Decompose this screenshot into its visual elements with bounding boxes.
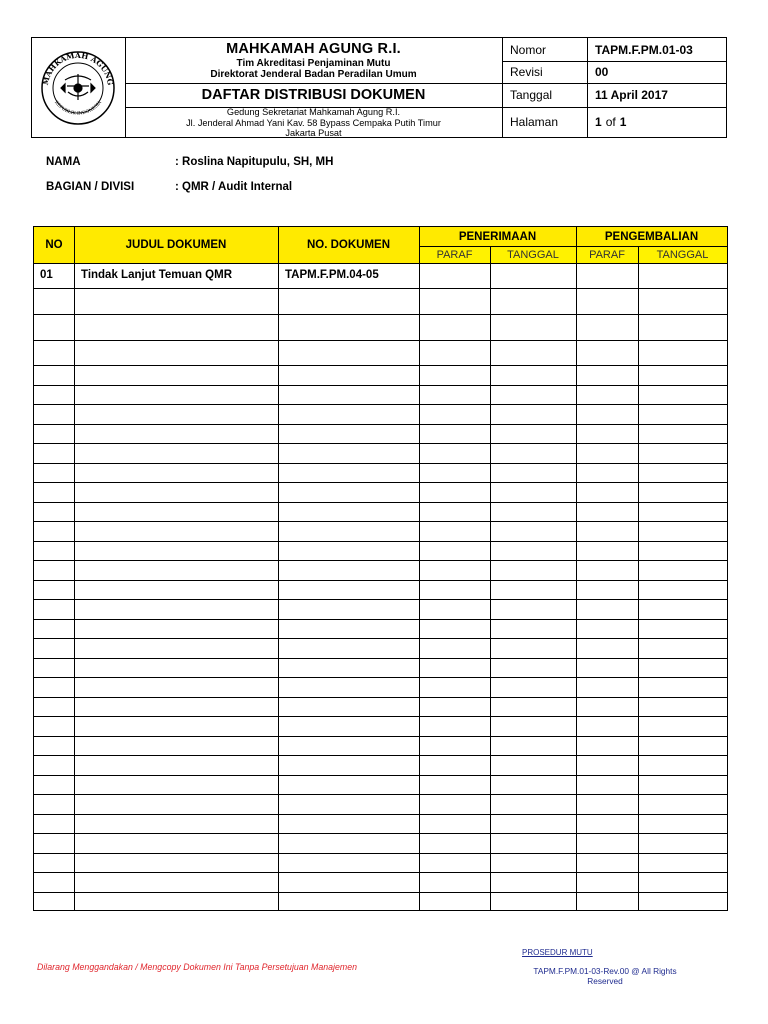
row-divider xyxy=(34,314,727,315)
col-header-judul: JUDUL DOKUMEN xyxy=(125,239,227,251)
doc-title: DAFTAR DISTRIBUSI DOKUMEN xyxy=(201,87,426,103)
row-divider xyxy=(34,263,727,264)
column-divider xyxy=(419,227,420,910)
subheader-paraf-kembali: PARAF xyxy=(589,248,625,261)
row-1-nomor: TAPM.F.PM.04-05 xyxy=(285,269,379,281)
meta-row-revisi xyxy=(502,61,726,84)
bagian-label: BAGIAN / DIVISI xyxy=(46,181,135,193)
page-number: 1 xyxy=(595,115,602,129)
document-header xyxy=(31,37,727,138)
document-reference xyxy=(520,967,690,986)
row-divider xyxy=(34,482,727,483)
reference-line-1: TAPM.F.PM.01-03-Rev.00 @ All Rights xyxy=(533,966,677,976)
row-divider xyxy=(34,365,727,366)
row-1-no: 01 xyxy=(40,269,53,281)
org-subtitle-2: Direktorat Jenderal Badan Peradilan Umum xyxy=(210,69,417,80)
mahkamah-agung-logo xyxy=(37,50,119,126)
row-divider xyxy=(34,443,727,444)
row-divider xyxy=(34,716,727,717)
row-divider xyxy=(34,872,727,873)
row-divider xyxy=(34,424,727,425)
meta-value xyxy=(588,107,726,137)
address-line-3: Jakarta Pusat xyxy=(285,128,342,138)
meta-value: 00 xyxy=(595,65,609,79)
row-1-judul: Tindak Lanjut Temuan QMR xyxy=(81,269,232,281)
meta-table xyxy=(502,38,726,137)
meta-label: Revisi xyxy=(502,61,588,83)
meta-row-tanggal xyxy=(502,83,726,108)
row-divider xyxy=(34,404,727,405)
column-divider xyxy=(490,246,491,910)
row-divider xyxy=(34,288,727,289)
col-header-pengembalian: PENGEMBALIAN xyxy=(604,230,699,243)
address-block xyxy=(125,107,502,137)
row-divider xyxy=(34,580,727,581)
column-divider xyxy=(74,227,75,910)
row-divider xyxy=(34,697,727,698)
meta-label: Nomor xyxy=(502,38,588,61)
row-divider xyxy=(34,833,727,834)
meta-label: Halaman xyxy=(502,107,588,137)
column-divider xyxy=(638,246,639,910)
page-of: of xyxy=(605,115,616,129)
row-divider xyxy=(34,775,727,776)
row-divider xyxy=(34,658,727,659)
logo-text-bottom: REPUBLIK INDONESIA xyxy=(53,100,103,117)
reference-line-2: Reserved xyxy=(587,975,623,986)
subheader-tanggal-kembali: TANGGAL xyxy=(656,248,709,261)
org-name: MAHKAMAH AGUNG R.I. xyxy=(226,41,401,57)
row-divider xyxy=(34,892,727,893)
org-block xyxy=(125,38,502,84)
row-divider xyxy=(34,599,727,600)
col-header-penerimaan: PENERIMAAN xyxy=(458,230,537,243)
row-divider xyxy=(34,502,727,503)
meta-row-nomor xyxy=(502,38,726,62)
meta-row-halaman xyxy=(502,107,726,137)
row-divider xyxy=(34,463,727,464)
row-divider xyxy=(34,619,727,620)
svg-text:REPUBLIK INDONESIA xyxy=(53,99,103,116)
meta-value: TAPM.F.PM.01-03 xyxy=(595,42,693,57)
procedure-label: PROSEDUR MUTU xyxy=(522,948,593,957)
org-subtitle-1: Tim Akreditasi Penjaminan Mutu xyxy=(236,58,391,69)
doc-title-block xyxy=(125,83,502,108)
row-divider xyxy=(34,385,727,386)
logo-text-top: MAHKAMAH AGUNG xyxy=(40,50,115,86)
row-divider xyxy=(34,638,727,639)
subheader-tanggal-terima: TANGGAL xyxy=(507,248,559,261)
row-divider xyxy=(34,794,727,795)
logo-cell xyxy=(32,38,126,137)
meta-value: 11 April 2017 xyxy=(595,88,668,102)
column-divider xyxy=(278,227,279,910)
row-divider xyxy=(34,677,727,678)
row-divider xyxy=(34,853,727,854)
row-divider xyxy=(34,560,727,561)
row-divider xyxy=(34,755,727,756)
copy-warning: Dilarang Menggandakan / Mengcopy Dokumen Ini Tanpa Persetujuan Manajemen xyxy=(37,962,357,972)
nama-value: : Roslina Napitupulu, SH, MH xyxy=(175,156,334,168)
bagian-value: : QMR / Audit Internal xyxy=(175,181,293,193)
address-line-2: Jl. Jenderal Ahmad Yani Kav. 58 Bypass Cempaka Putih Timur xyxy=(186,117,441,128)
col-header-no: NO xyxy=(45,239,63,251)
header-title-area xyxy=(125,38,503,137)
page-total: 1 xyxy=(619,115,627,129)
column-divider xyxy=(576,227,577,910)
row-divider xyxy=(34,541,727,542)
subheader-paraf-terima: PARAF xyxy=(436,248,473,261)
meta-label: Tanggal xyxy=(502,83,588,107)
address-line-1: Gedung Sekretariat Mahkamah Agung R.I. xyxy=(226,107,401,117)
row-divider xyxy=(34,736,727,737)
nama-label: NAMA xyxy=(46,156,81,168)
col-header-nomor: NO. DOKUMEN xyxy=(306,239,391,251)
row-divider xyxy=(34,814,727,815)
distribution-table xyxy=(33,226,728,911)
subheader-divider xyxy=(419,246,727,247)
row-divider xyxy=(34,340,727,341)
row-divider xyxy=(34,521,727,522)
